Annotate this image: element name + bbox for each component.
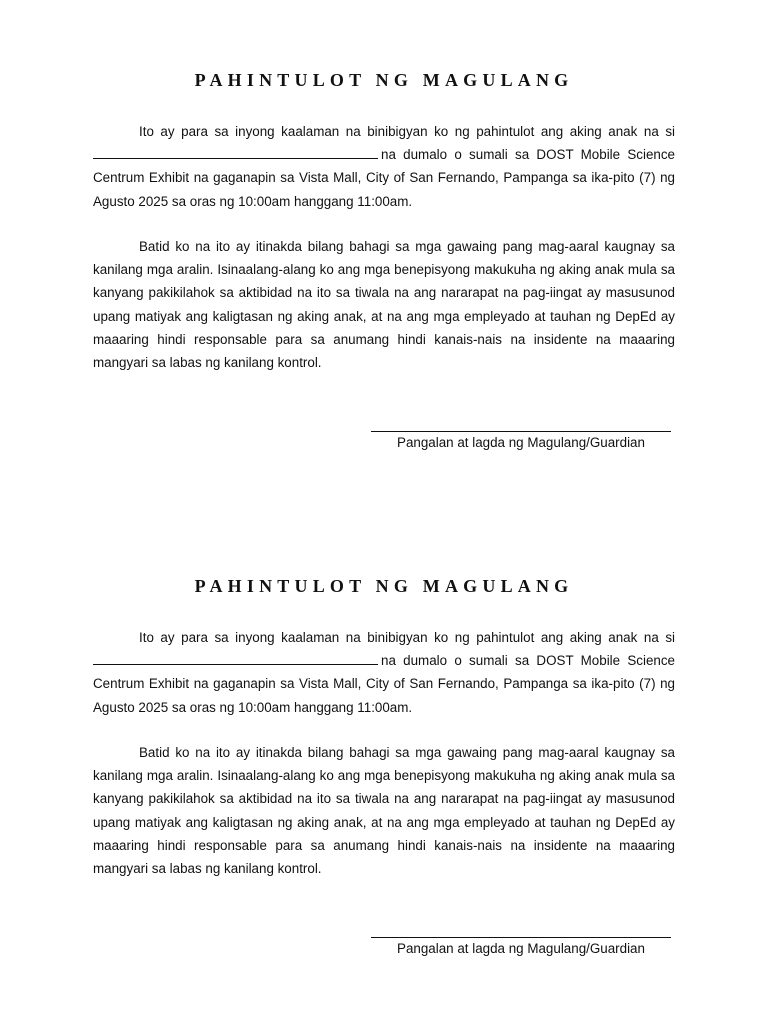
acknowledgement-paragraph: [93, 741, 675, 880]
acknowledgement-text: Batid ko na ito ay itinakda bilang bahagi sa mga gawaing pang mag-aaral kaugnay sa kanilang mga aralin. Isinaalang-alang ko ang mga benepisyong makukuha ng aking anak mula sa kanyang pakikilahok sa aktibidad na ito sa tiwala na ang nararapat na pag-iingat ay masusunod upang matiyak ang kaligtasan ng aking anak, at na ang mga empleyado at tauhan ng DepEd ay maaaring hindi responsable para sa anumang hindi kanais-nais na insidente na maaaring mangyari sa labas ng kanilang kontrol.: [93, 745, 675, 877]
acknowledgement-text: Batid ko na ito ay itinakda bilang bahagi sa mga gawaing pang mag-aaral kaugnay sa kanilang mga aralin. Isinaalang-alang ko ang mga benepisyong makukuha ng aking anak mula sa kanyang pakikilahok sa aktibidad na ito sa tiwala na ang nararapat na pag-iingat ay masusunod upang matiyak ang kaligtasan ng aking anak, at na ang mga empleyado at tauhan ng DepEd ay maaaring hindi responsable para sa anumang hindi kanais-nais na insidente na maaaring mangyari sa labas ng kanilang kontrol.: [93, 239, 675, 371]
consent-text-rest: na dumalo o sumali sa DOST Mobile Science Centrum Exhibit na gaganapin sa Vista Mall, City of San Fernando, Pampanga sa ika-pito (7) ng Agusto 2025 sa oras ng 10:00am hanggang 11:00am.: [93, 147, 675, 209]
signature-line[interactable]: [371, 431, 671, 432]
form-title: PAHINTULOT NG MAGULANG: [194, 576, 574, 596]
signature-line[interactable]: [371, 937, 671, 938]
consent-text-rest: na dumalo o sumali sa DOST Mobile Science Centrum Exhibit na gaganapin sa Vista Mall, City of San Fernando, Pampanga sa ika-pito (7) ng Agusto 2025 sa oras ng 10:00am hanggang 11:00am.: [93, 653, 675, 715]
consent-paragraph: [93, 626, 675, 719]
form-title: PAHINTULOT NG MAGULANG: [194, 70, 574, 90]
signature-block: [371, 937, 671, 957]
child-name-blank[interactable]: [93, 144, 378, 159]
signature-label: Pangalan at lagda ng Magulang/Guardian: [397, 435, 645, 450]
consent-text-start: Ito ay para sa inyong kaalaman na binibigyan ko ng pahintulot ang aking anak na si: [139, 630, 675, 645]
consent-paragraph: [93, 120, 675, 213]
child-name-blank[interactable]: [93, 650, 378, 665]
consent-form-1: [0, 0, 768, 480]
signature-label: Pangalan at lagda ng Magulang/Guardian: [397, 941, 645, 956]
consent-text-start: Ito ay para sa inyong kaalaman na binibigyan ko ng pahintulot ang aking anak na si: [139, 124, 675, 139]
acknowledgement-paragraph: [93, 235, 675, 374]
consent-form-2: [0, 506, 768, 986]
signature-block: [371, 431, 671, 451]
